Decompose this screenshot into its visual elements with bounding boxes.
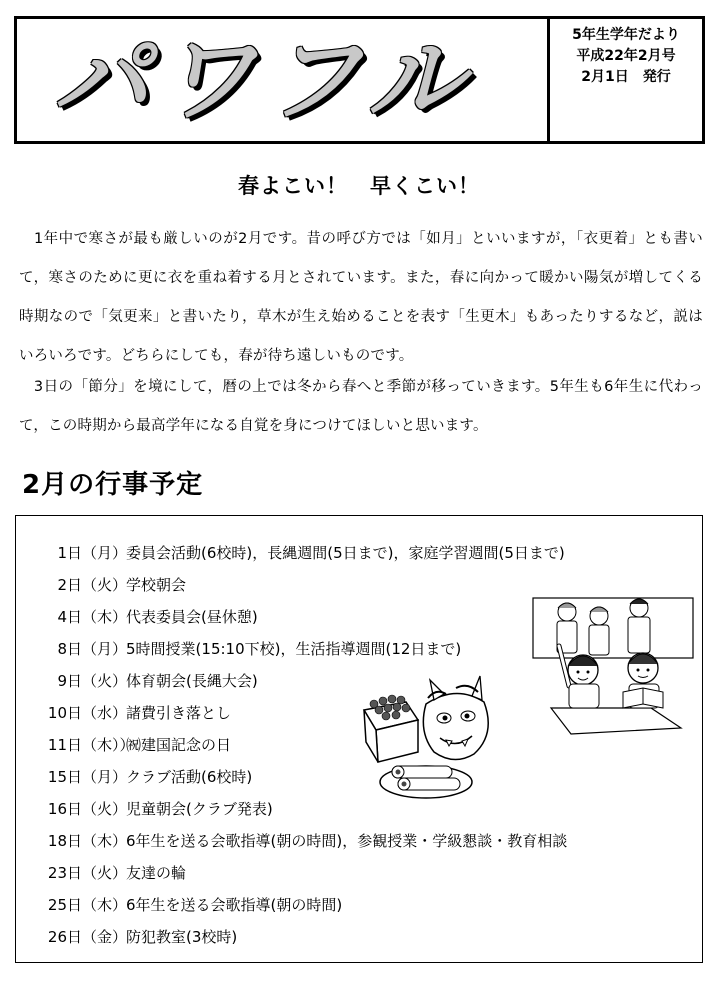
schedule-date: 25日 — [47, 896, 82, 914]
schedule-date: 8日 — [57, 640, 82, 658]
schedule-event: 5時間授業(15:10下校)，生活指導週間(12日まで) — [126, 640, 462, 658]
schedule-row — [38, 768, 252, 786]
schedule-weekday: （火） — [82, 672, 128, 690]
schedule-weekday: （月） — [82, 640, 128, 658]
schedule-date: 10日 — [47, 704, 82, 722]
schedule-row — [38, 608, 258, 626]
logo-area — [17, 19, 550, 141]
issue-date: 2月1日 発行 — [581, 69, 671, 85]
headline: 春よこい！ 早くこい！ — [238, 174, 480, 198]
schedule-weekday: （月） — [82, 544, 128, 562]
schedule-weekday: （金） — [82, 928, 128, 946]
schedule-row — [38, 704, 231, 722]
schedule-row — [38, 800, 273, 818]
setsubun-paragraph: 3日の「節分」を境にして，暦の上では冬から春へと季節が移っていきます。5年生も6年生に代わって，この時期から最高学年になる自覚を身につけてほしいと思います。 — [19, 379, 703, 434]
schedule-weekday: （月） — [82, 768, 128, 786]
schedule-event: クラブ活動(6校時) — [126, 768, 253, 786]
classroom-students-illustration — [531, 588, 699, 736]
schedule-weekday: （火） — [82, 800, 128, 818]
schedule-row — [38, 928, 237, 946]
issue-grade: 5年生学年だより — [572, 27, 680, 43]
schedule-date: 2日 — [57, 576, 82, 594]
schedule-date: 11日 — [47, 736, 82, 754]
schedule-box — [15, 515, 703, 963]
schedule-weekday: （木） — [82, 896, 128, 914]
schedule-row — [38, 672, 258, 690]
schedule-event: 児童朝会(クラブ発表) — [126, 800, 273, 818]
issue-info — [550, 25, 702, 88]
schedule-weekday: （木）） — [82, 736, 135, 754]
schedule-row — [38, 576, 186, 594]
schedule-weekday: （木） — [82, 832, 128, 850]
schedule-title: 2月の行事予定 — [22, 470, 204, 500]
schedule-event: 代表委員会(昼休憩) — [126, 608, 258, 626]
schedule-date: 18日 — [47, 832, 82, 850]
schedule-date: 1日 — [57, 544, 82, 562]
schedule-event: ㈷建国記念の日 — [126, 736, 232, 754]
schedule-date: 9日 — [57, 672, 82, 690]
schedule-weekday: （火） — [82, 576, 128, 594]
schedule-event: 学校朝会 — [126, 576, 187, 594]
issue-number: 平成22年2月号 — [576, 48, 676, 64]
intro-paragraph: 1年中で寒さが最も厳しいのが2月です。昔の呼び方では「如月」といいますが，「衣更着」とも書いて，寒さのために更に衣を重ね着する月とされています。また，春に向かって暖かい陽気が増してくる時期なので「気更来」と書いたり，草木が生え始めることを表す「生更木」もあったりするなど，説はいろいろです。どちらにしても，春が待ち遠しいものです。 — [19, 231, 703, 364]
schedule-event: 6年生を送る会歌指導(朝の時間) — [126, 896, 343, 914]
schedule-row — [38, 896, 342, 914]
schedule-weekday: （木） — [82, 608, 128, 626]
newsletter-header — [14, 16, 705, 144]
schedule-event: 委員会活動(6校時)，長縄週間(5日まで)，家庭学習週間(5日まで) — [126, 544, 565, 562]
schedule-date: 23日 — [47, 864, 82, 882]
schedule-row — [38, 640, 461, 658]
schedule-date: 15日 — [47, 768, 82, 786]
schedule-date: 16日 — [47, 800, 82, 818]
schedule-weekday: （水） — [82, 704, 128, 722]
schedule-event: 6年生を送る会歌指導(朝の時間)，参観授業・学級懇談・教育相談 — [126, 832, 568, 850]
setsubun-oni-illustration — [356, 674, 506, 804]
schedule-row — [38, 864, 186, 882]
schedule-weekday: （火） — [82, 864, 128, 882]
schedule-row — [38, 832, 567, 850]
newsletter-logo: パワフル — [53, 24, 474, 136]
schedule-event: 友達の輪 — [126, 864, 187, 882]
schedule-date: 4日 — [57, 608, 82, 626]
schedule-row — [38, 544, 565, 562]
schedule-row — [38, 736, 231, 754]
schedule-date: 26日 — [47, 928, 82, 946]
schedule-event: 防犯教室(3校時) — [126, 928, 238, 946]
schedule-event: 諸費引き落とし — [126, 704, 232, 722]
schedule-event: 体育朝会(長縄大会) — [126, 672, 258, 690]
